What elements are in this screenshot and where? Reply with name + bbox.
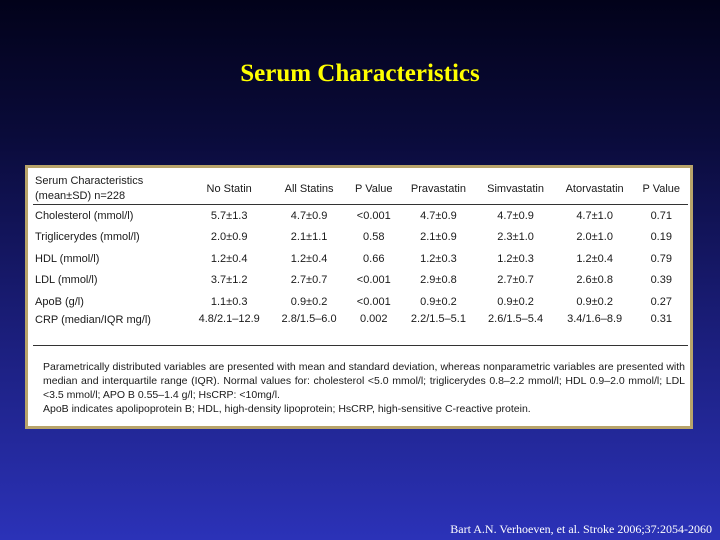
table-cell: 0.9±0.2 (420, 295, 457, 308)
table-cell: 4.7±0.9 (290, 209, 328, 222)
table-cell: 2.7±0.7 (497, 274, 534, 287)
table-cell: 0.9±0.2 (497, 295, 534, 308)
table-row-hdl (33, 248, 688, 270)
table-cell: 4.8/2.1–12.9 (187, 313, 271, 346)
table-row-cholesterol (33, 205, 688, 227)
table-cell: <0.001 (356, 274, 391, 287)
table-cell: 2.6/1.5–5.4 (476, 313, 554, 346)
table-cell: 3.7±1.2 (210, 274, 248, 287)
header-atorvastatin: Atorvastatin (555, 174, 635, 205)
table-cell: 2.0±1.0 (576, 231, 613, 244)
table-row-triglicerydes (33, 227, 688, 249)
table-cell: 2.0±0.9 (210, 231, 248, 244)
table-cell: 2.1±0.9 (420, 231, 457, 244)
footnote-abbreviations: ApoB indicates apolipoprotein B; HDL, high-density lipoprotein; HsCRP, high-sensitive C-reactive protein. (43, 403, 531, 415)
table-cell: 1.1±0.3 (210, 295, 248, 308)
table-header-row (33, 174, 688, 205)
header-no-statin: No Statin (187, 174, 271, 205)
header-label-line1: Serum Characteristics (35, 175, 144, 187)
table-cell: 5.7±1.3 (210, 209, 248, 222)
table-cell: 0.002 (347, 313, 400, 346)
table-cell: 1.2±0.4 (576, 252, 613, 265)
table-cell: 0.9±0.2 (290, 295, 328, 308)
serum-table (33, 174, 688, 346)
table-cell: 0.19 (650, 231, 672, 244)
table-cell: 2.2/1.5–5.1 (400, 313, 476, 346)
row-label: Cholesterol (mmol/l) (35, 209, 134, 222)
header-all-statins: All Statins (271, 174, 347, 205)
table-cell: 0.66 (363, 252, 385, 265)
row-label: Triglicerydes (mmol/l) (35, 231, 140, 244)
table-row-apob (33, 291, 688, 313)
table-cell: 2.6±0.8 (576, 274, 613, 287)
table-row-crp (33, 313, 688, 346)
row-label: HDL (mmol/l) (35, 252, 100, 265)
table-cell: 1.2±0.3 (420, 252, 457, 265)
table-cell: 2.1±1.1 (290, 231, 328, 244)
table-row-ldl (33, 270, 688, 292)
table-cell: 0.9±0.2 (576, 295, 613, 308)
header-p-value: P Value (347, 174, 400, 205)
table-cell: 0.27 (650, 295, 672, 308)
table-cell: <0.001 (356, 209, 391, 222)
row-label: CRP (median/IQR mg/l) (33, 313, 187, 346)
slide-title: Serum Characteristics (240, 60, 480, 87)
table-cell: 4.7±0.9 (420, 209, 457, 222)
header-serum-characteristics (33, 174, 187, 205)
table-footnotes (33, 360, 685, 416)
table-cell: 2.9±0.8 (420, 274, 457, 287)
table-cell: 3.4/1.6–8.9 (555, 313, 635, 346)
header-p-value-2: P Value (635, 174, 688, 205)
table-cell: 2.3±1.0 (497, 231, 534, 244)
citation: Bart A.N. Verhoeven, et al. Stroke 2006;37:2054-2060 (450, 522, 712, 536)
header-pravastatin: Pravastatin (400, 174, 476, 205)
table-cell: 0.31 (635, 313, 688, 346)
table-cell: 1.2±0.4 (290, 252, 328, 265)
row-label: LDL (mmol/l) (35, 274, 98, 287)
row-label: ApoB (g/l) (35, 295, 84, 308)
table-cell: 4.7±1.0 (576, 209, 613, 222)
table-panel (25, 165, 693, 429)
table-cell: 0.58 (363, 231, 385, 244)
table-cell: 0.71 (650, 209, 672, 222)
table-cell: 1.2±0.4 (210, 252, 248, 265)
footnote-normal-values: Parametrically distributed variables are presented with mean and standard deviation, whereas nonparametric variables are presented with median and interquartile range (IQR). Normal values for: cholesterol <5.0 mmol/l; triglicerydes 0.8–2.2 mmol/l; HDL 0.9–2.0 mmol/l; LDL <3.5 mmol/l; APO B 0.55–1.4 g/l; HsCRP: <10mg/l. (43, 361, 685, 401)
table-cell: 2.7±0.7 (290, 274, 328, 287)
table-cell: 1.2±0.3 (497, 252, 534, 265)
table-cell: 0.79 (650, 252, 672, 265)
table-cell: <0.001 (356, 295, 391, 308)
table-cell: 4.7±0.9 (497, 209, 534, 222)
table-cell: 0.39 (650, 274, 672, 287)
header-label-line2: (mean±SD) n=228 (35, 190, 126, 202)
header-simvastatin: Simvastatin (476, 174, 554, 205)
table-cell: 2.8/1.5–6.0 (271, 313, 347, 346)
